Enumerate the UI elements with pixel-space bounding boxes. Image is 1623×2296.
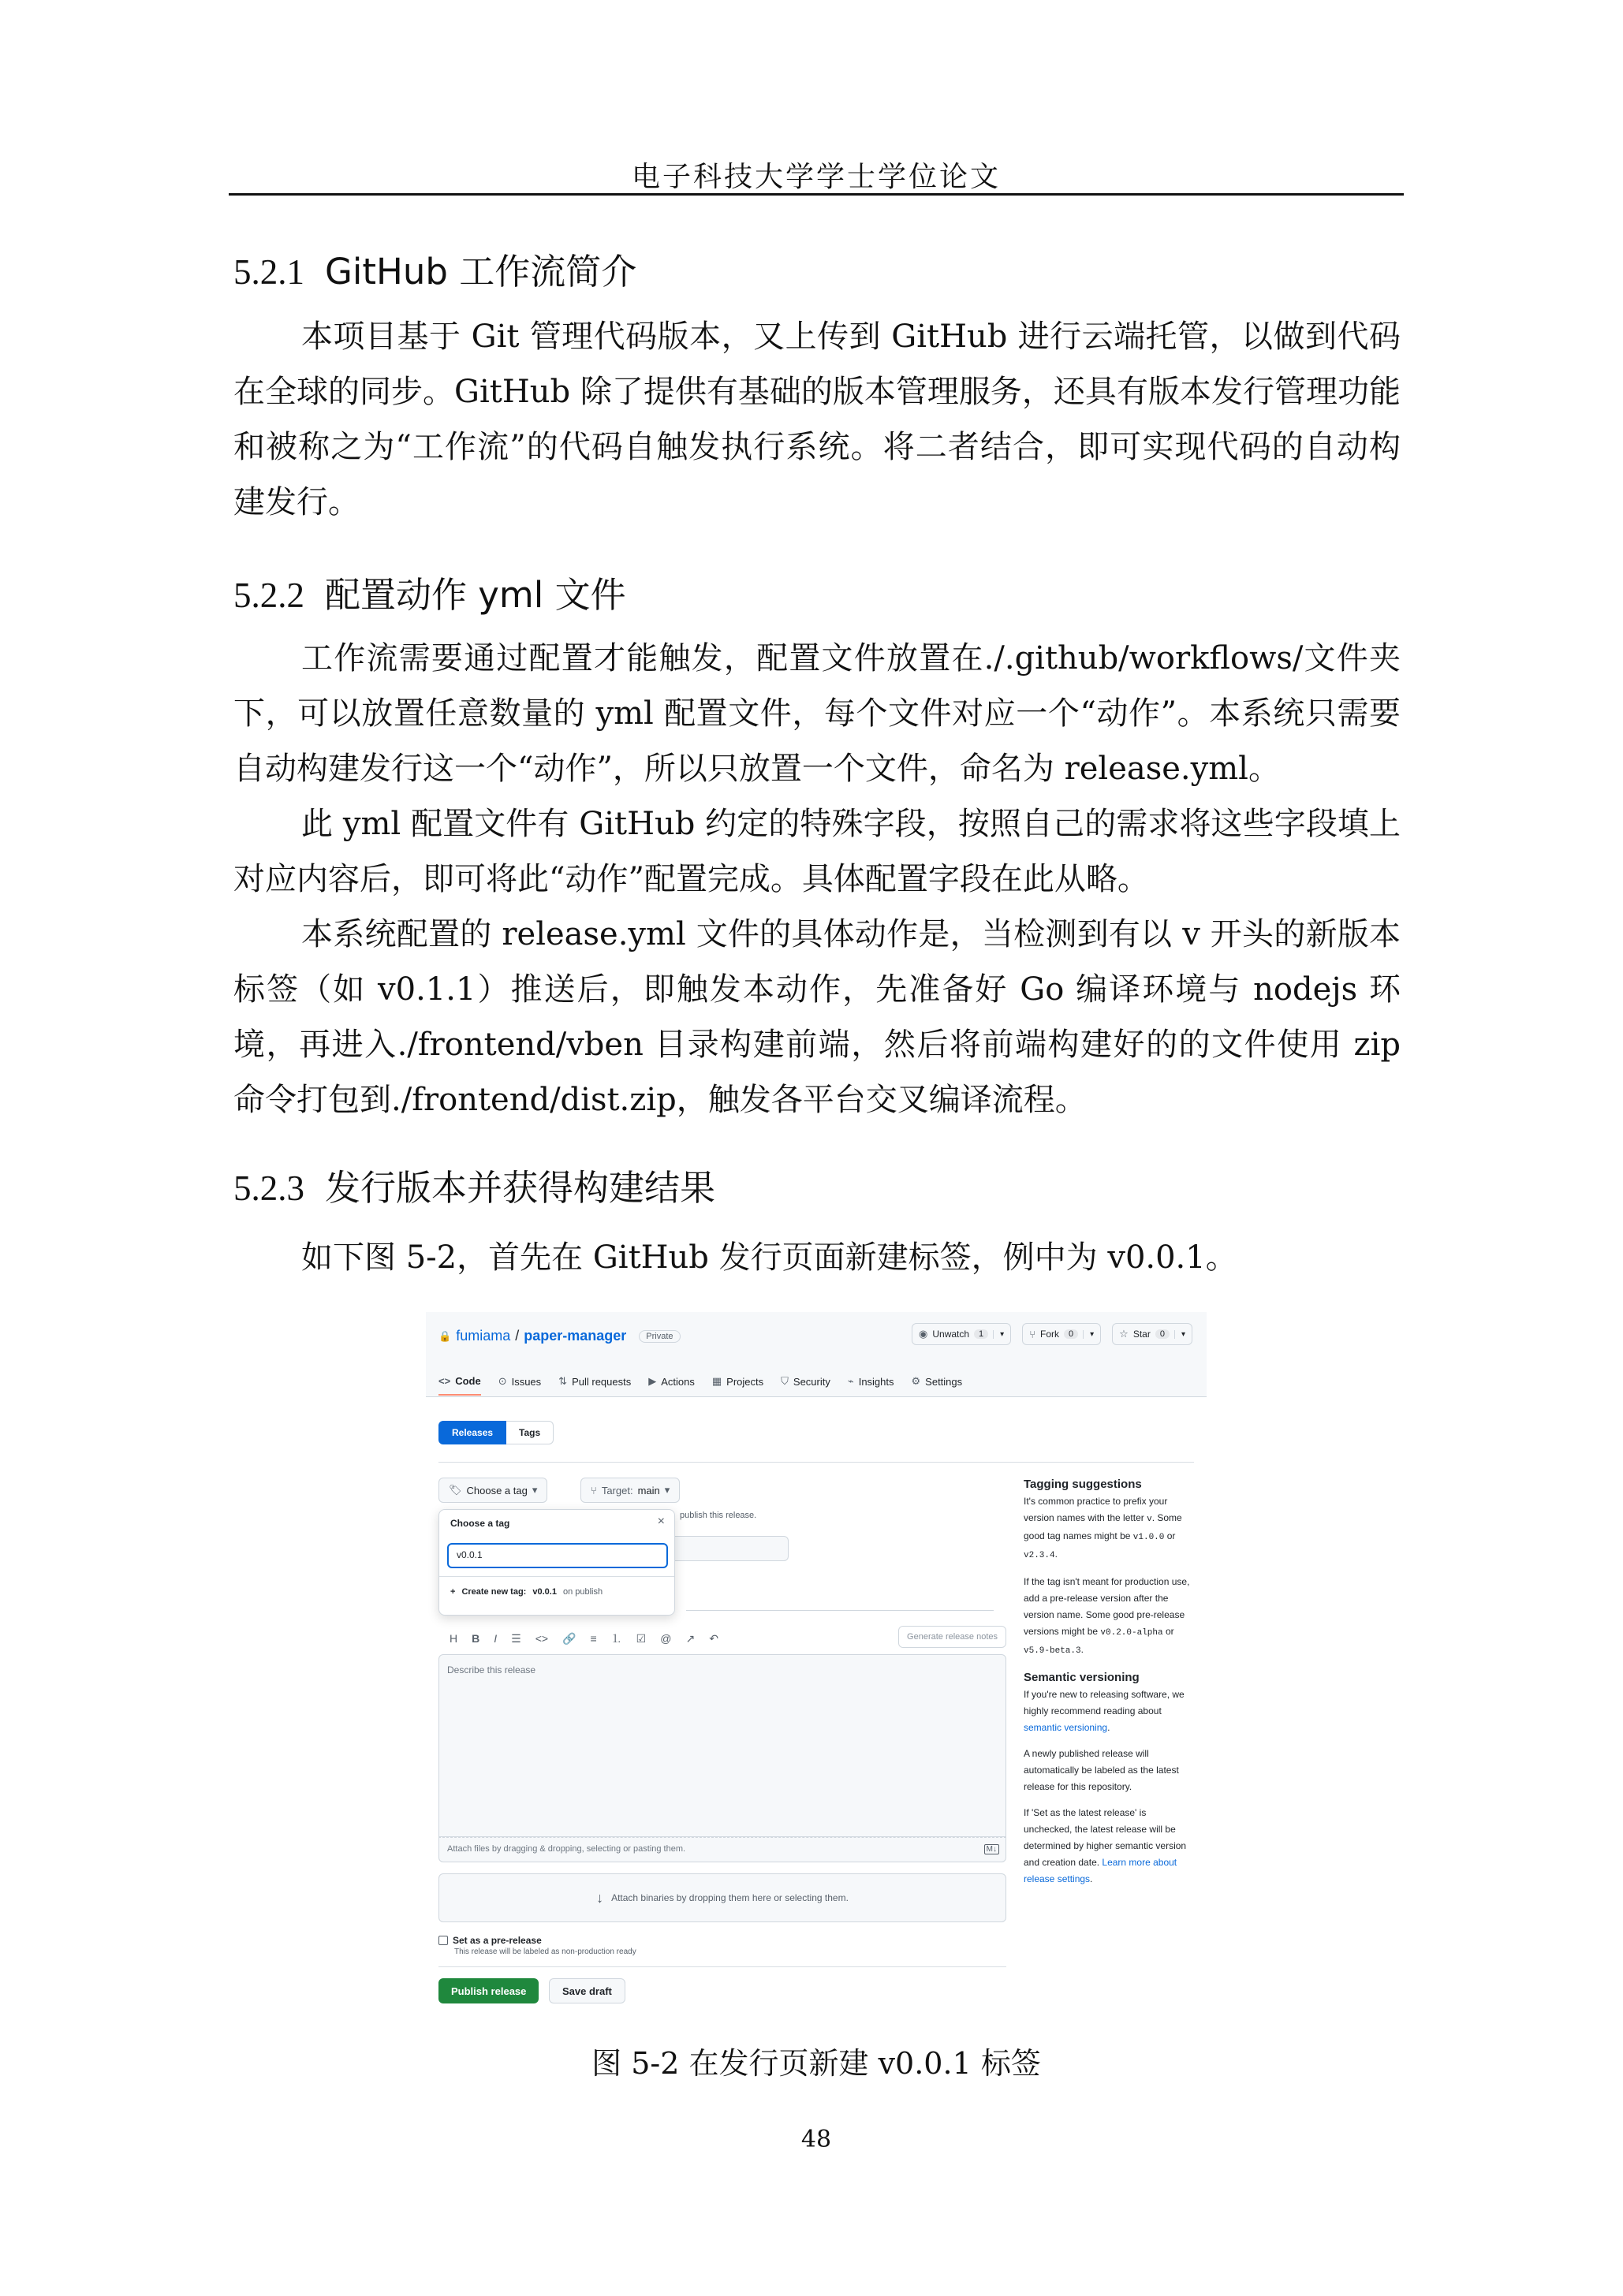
tab-actions[interactable] <box>648 1367 695 1396</box>
tag-icon: 🏷 <box>449 1484 462 1496</box>
undo-icon[interactable]: ↶ <box>709 1631 718 1645</box>
semantic-versioning-title: Semantic versioning <box>1024 1671 1140 1684</box>
target-branch-button[interactable] <box>580 1478 680 1503</box>
heading-icon[interactable]: H <box>450 1632 458 1645</box>
tagging-suggestions-title: Tagging suggestions <box>1024 1478 1142 1491</box>
numbered-list-icon[interactable]: ⒈ <box>610 1632 622 1645</box>
tagging-suggestion-2: If the tag isn't meant for production use, add a pre-release version after the version name. Some good pre-release versions might be v0.2.0-alpha or v5.9-beta.3. <box>1024 1576 1190 1656</box>
divider <box>438 1462 1194 1463</box>
running-head: 电子科技大学学士学位论文 <box>631 161 1001 193</box>
prerelease-option[interactable] <box>438 1935 542 1946</box>
shield-icon: ⛉ <box>781 1375 789 1387</box>
star-label: Star <box>1132 1329 1151 1340</box>
tab-insights[interactable] <box>848 1367 894 1396</box>
section-number: 5.2.1 <box>233 252 304 292</box>
release-sidebar <box>1024 1476 1197 1897</box>
link-icon[interactable]: 🔗 <box>562 1631 576 1645</box>
divider <box>439 1576 674 1577</box>
section-title: GitHub 工作流简介 <box>325 251 637 293</box>
section-heading-5-2-1 <box>233 243 636 294</box>
fork-count: 0 <box>1064 1329 1078 1339</box>
attach-files-bar[interactable] <box>438 1837 1006 1862</box>
figure-caption: 图 5-2 在发行页新建 v0.0.1 标签 <box>591 2046 1041 2081</box>
choose-tag-button[interactable] <box>438 1478 547 1503</box>
reference-icon[interactable]: ↗ <box>685 1631 696 1645</box>
unwatch-label: Unwatch <box>932 1329 970 1340</box>
chevron-down-icon: ▾ <box>532 1484 538 1496</box>
paragraph-figure-intro: 如下图 5-2，首先在 GitHub 发行页面新建标签，例中为 v0.0.1。 <box>301 1239 1237 1276</box>
dropdown-title: Choose a tag <box>450 1518 510 1529</box>
attach-files-text: Attach files by dragging & dropping, selecting or pasting them. <box>447 1844 686 1854</box>
semver-text-3: If 'Set as the latest release' is unchecked, the latest release will be determined by higher semantic version and creation date. Learn more about release settings. <box>1024 1807 1187 1884</box>
tab-label: Pull requests <box>572 1375 632 1388</box>
mention-icon[interactable]: @ <box>660 1632 672 1645</box>
code-icon: <> <box>438 1374 451 1387</box>
prerelease-description: This release will be labeled as non-production ready <box>454 1948 636 1956</box>
tab-security[interactable] <box>781 1367 830 1396</box>
github-release-screenshot <box>426 1312 1207 2010</box>
tab-projects[interactable] <box>712 1367 763 1396</box>
release-description-textarea[interactable] <box>438 1654 1006 1837</box>
header-rule <box>229 193 1404 196</box>
watch-count: 1 <box>974 1329 988 1339</box>
page-number: 48 <box>800 2126 832 2153</box>
play-icon: ▶ <box>648 1375 657 1387</box>
semantic-versioning-link[interactable]: semantic versioning <box>1024 1722 1108 1733</box>
fork-button[interactable] <box>1022 1323 1101 1345</box>
choose-tag-dropdown <box>438 1509 675 1616</box>
chevron-down-icon: ▾ <box>1174 1330 1185 1339</box>
section-number: 5.2.2 <box>233 576 304 615</box>
chevron-down-icon: ▾ <box>993 1330 1004 1339</box>
tab-code[interactable] <box>438 1367 481 1396</box>
save-draft-button[interactable]: Save draft <box>549 1978 625 2003</box>
tab-label: Actions <box>661 1375 695 1388</box>
divider <box>438 1966 1006 1967</box>
branch-icon: ⑂ <box>591 1484 597 1496</box>
paragraph-release-action: 本系统配置的 release.yml 文件的具体动作是，当检测到有以 v 开头的新版本标签（如 v0.1.1）推送后，即触发本动作，先准备好 Go 编译环境与 nodejs 环境，再进入./frontend/vben 目录构建前端，然后将前端构建好的的文件使用 zip 命令打包到./frontend/dist.zip，触发各平台交叉编译流程。 <box>233 916 1401 1118</box>
repo-nav <box>438 1367 962 1396</box>
chevron-down-icon: ▾ <box>1083 1330 1094 1339</box>
star-count: 0 <box>1155 1329 1170 1339</box>
quote-icon[interactable]: ☰ <box>511 1631 521 1645</box>
publish-release-button[interactable]: Publish release <box>438 1978 539 2003</box>
tags-tab[interactable]: Tags <box>506 1421 554 1444</box>
tab-label: Issues <box>511 1375 542 1388</box>
fork-icon: ⑂ <box>1029 1328 1036 1340</box>
paragraph-yml-fields: 此 yml 配置文件有 GitHub 约定的特殊字段，按照自己的需求将这些字段填上对应内容后，即可将此“动作”配置完成。具体配置字段在此从略。 <box>233 806 1401 897</box>
fork-label: Fork <box>1040 1329 1060 1340</box>
italic-icon[interactable]: I <box>494 1632 498 1645</box>
tab-label: Code <box>455 1374 481 1387</box>
tagging-suggestion-1: It's common practice to prefix your version names with the letter v. Some good tag names might be v1.0.0 or v2.3.4. <box>1024 1496 1182 1560</box>
section-heading-5-2-3 <box>233 1159 715 1210</box>
generate-release-notes-button[interactable]: Generate release notes <box>898 1626 1006 1648</box>
target-value: main <box>637 1484 660 1496</box>
attach-binaries-dropzone[interactable] <box>438 1873 1006 1922</box>
paragraph-workflow-config: 工作流需要通过配置才能触发，配置文件放置在./.github/workflows/文件夹下，可以放置任意数量的 yml 配置文件，每个文件对应一个“动作”。本系统只需要自动构建发行这一个“动作”，所以只放置一个文件，命名为 release.yml。 <box>233 640 1401 787</box>
lock-icon: 🔒 <box>438 1329 452 1342</box>
markdown-toolbar <box>438 1624 1006 1653</box>
repo-actions <box>912 1323 1192 1345</box>
create-tag-value: v0.0.1 <box>532 1587 557 1597</box>
releases-tab[interactable]: Releases <box>438 1421 506 1444</box>
divider <box>686 1610 994 1611</box>
create-tag-option[interactable] <box>450 1587 603 1597</box>
release-settings-link[interactable]: Learn more about release settings <box>1024 1857 1177 1884</box>
close-icon[interactable]: × <box>657 1515 665 1528</box>
arrow-down-icon: ↓ <box>596 1889 604 1906</box>
prerelease-checkbox[interactable] <box>438 1936 448 1945</box>
create-tag-prefix: Create new tag: <box>461 1587 527 1597</box>
star-button[interactable] <box>1112 1323 1192 1345</box>
unwatch-button[interactable] <box>912 1323 1011 1345</box>
create-tag-suffix: on publish <box>562 1587 603 1597</box>
target-label: Target: <box>601 1484 633 1496</box>
bold-icon[interactable]: B <box>472 1632 480 1645</box>
code-icon[interactable]: <> <box>535 1632 549 1645</box>
repo-name-link[interactable]: paper-manager <box>524 1328 627 1344</box>
tab-label: Settings <box>925 1375 963 1388</box>
section-title: 配置动作 yml 文件 <box>325 574 626 616</box>
tab-issues[interactable] <box>498 1367 541 1396</box>
tab-label: Projects <box>726 1375 764 1388</box>
table-icon: ▦ <box>711 1375 722 1387</box>
eye-icon: ◉ <box>919 1328 928 1340</box>
task-list-icon[interactable]: ☑ <box>636 1631 647 1645</box>
gear-icon: ⚙ <box>911 1375 921 1387</box>
release-title-input[interactable] <box>670 1536 789 1561</box>
chevron-down-icon: ▾ <box>664 1484 670 1496</box>
section-title: 发行版本并获得构建结果 <box>325 1167 716 1209</box>
description-placeholder: Describe this release <box>447 1664 536 1675</box>
prerelease-label: Set as a pre-release <box>453 1935 542 1946</box>
tag-search-input[interactable]: v0.0.1 <box>447 1543 668 1568</box>
repo-title <box>438 1328 681 1344</box>
issue-icon: ⊙ <box>498 1375 507 1387</box>
visibility-badge: Private <box>639 1330 680 1343</box>
graph-icon: ⌁ <box>847 1375 854 1387</box>
repo-slash: / <box>515 1328 520 1344</box>
semver-text-1: If you're new to releasing software, we highly recommend reading about semantic versioning. <box>1024 1689 1185 1733</box>
star-icon: ☆ <box>1119 1328 1129 1340</box>
section-number: 5.2.3 <box>233 1168 304 1208</box>
pull-request-icon: ⇅ <box>558 1375 568 1387</box>
plus-icon: + <box>450 1587 456 1597</box>
tab-label: Security <box>793 1375 830 1388</box>
bullet-list-icon[interactable]: ≡ <box>590 1632 597 1645</box>
section-heading-5-2-2 <box>233 566 626 617</box>
tab-pull-requests[interactable] <box>558 1367 631 1396</box>
semver-text-2: A newly published release will automatically be labeled as the latest release for this repository. <box>1024 1748 1179 1792</box>
tag-hint-text: publish this release. <box>680 1511 757 1520</box>
repo-owner-link[interactable]: fumiama <box>456 1328 511 1344</box>
tab-label: Insights <box>858 1375 894 1388</box>
releases-subnav <box>438 1421 554 1444</box>
paragraph-github-workflow-intro: 本项目基于 Git 管理代码版本，又上传到 GitHub 进行云端托管，以做到代码在全球的同步。GitHub 除了提供有基础的版本管理服务，还具有版本发行管理功能和被称之为“工作流”的代码自触发执行系统。将二者结合，即可实现代码的自动构建发行。 <box>233 319 1401 520</box>
markdown-icon: M↓ <box>984 1844 999 1854</box>
tab-settings[interactable] <box>912 1367 963 1396</box>
attach-binaries-text: Attach binaries by dropping them here or selecting them. <box>611 1892 849 1903</box>
choose-tag-label: Choose a tag <box>466 1484 528 1496</box>
repo-header <box>426 1312 1207 1397</box>
